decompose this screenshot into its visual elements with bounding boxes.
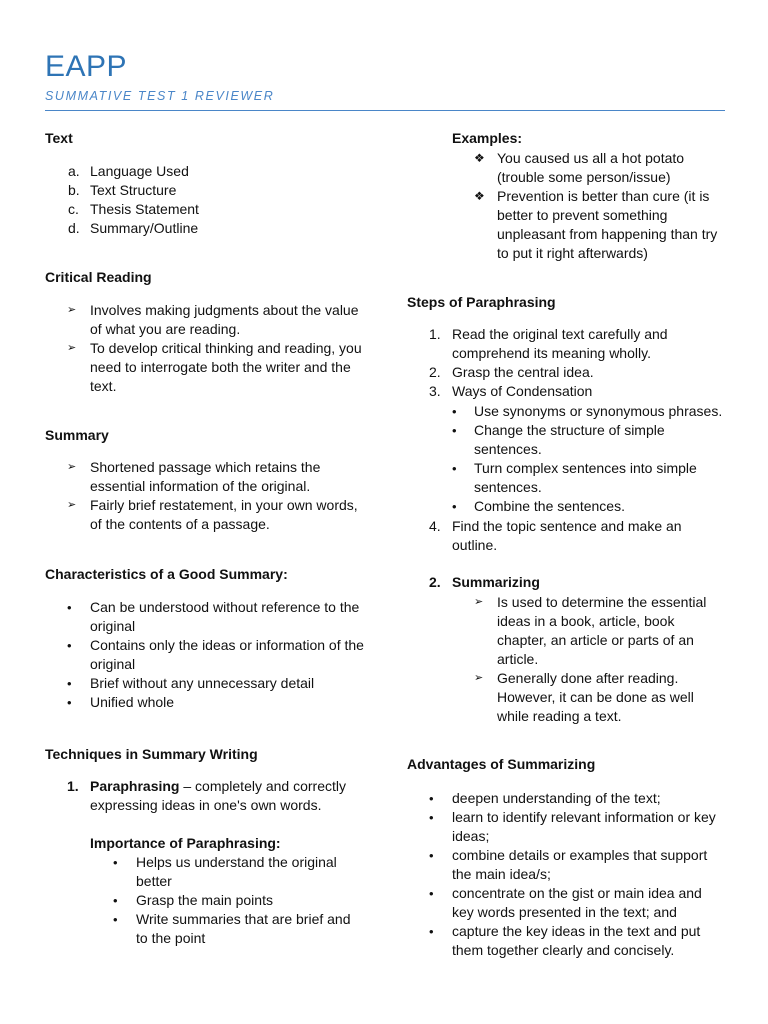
list-marker: c. xyxy=(68,201,79,217)
list-item xyxy=(452,402,742,421)
bullet-icon: • xyxy=(113,912,118,927)
list-item-line: original xyxy=(90,618,136,634)
list-item-text: Text Structure xyxy=(90,182,177,198)
bullet-icon: • xyxy=(429,848,434,863)
list-item-line: deepen understanding of the text; xyxy=(452,790,661,806)
bullet-icon: • xyxy=(452,423,457,438)
list-item-line: text. xyxy=(90,378,117,394)
techniques-item-paraphrasing xyxy=(45,777,375,815)
section-heading: Steps of Paraphrasing xyxy=(407,294,556,310)
list-item xyxy=(452,497,742,516)
list-item-line: better to prevent something xyxy=(497,207,668,223)
list-item-line: comprehend its meaning wholly. xyxy=(452,345,651,361)
bullet-icon: • xyxy=(452,499,457,514)
list-item-line: capture the key ideas in the text and put xyxy=(452,923,701,939)
list-item-line: Write summaries that are brief and xyxy=(136,911,351,927)
list-item-text: Thesis Statement xyxy=(90,201,199,217)
list-item xyxy=(407,363,737,382)
list-item xyxy=(45,496,375,534)
list-item-line: However, it can be done as well xyxy=(497,689,694,705)
list-marker: 2. xyxy=(429,364,441,380)
section-summary xyxy=(45,426,109,445)
list-item-line: Brief without any unnecessary detail xyxy=(90,675,315,691)
list-marker: 3. xyxy=(429,383,441,399)
list-item xyxy=(407,846,747,884)
paraphrasing-line-2: expressing ideas in one's own words. xyxy=(90,797,322,813)
list-item xyxy=(45,339,375,396)
section-text xyxy=(45,129,73,148)
list-item xyxy=(407,382,737,401)
condensation-list xyxy=(452,402,742,516)
section-heading: Summary xyxy=(45,427,109,443)
list-item xyxy=(45,200,365,219)
list-marker: 2. xyxy=(429,574,441,590)
list-item xyxy=(45,636,375,674)
list-item xyxy=(407,922,747,960)
list-item-line: Change the structure of simple xyxy=(474,422,665,438)
subsection-heading: Importance of Paraphrasing: xyxy=(90,835,281,851)
list-item-line: Prevention is better than cure (it is xyxy=(497,188,710,204)
characteristics-list xyxy=(45,598,375,712)
section-characteristics xyxy=(45,565,288,584)
list-item-line: Find the topic sentence and make an xyxy=(452,518,682,534)
bullet-icon: • xyxy=(429,886,434,901)
bullet-icon: • xyxy=(113,855,118,870)
steps-item-4 xyxy=(407,517,737,555)
section-heading: Critical Reading xyxy=(45,269,152,285)
list-item-line: Read the original text carefully and xyxy=(452,326,668,342)
section-heading: Advantages of Summarizing xyxy=(407,756,596,772)
arrow-bullet-icon: ➢ xyxy=(474,672,484,684)
list-item-line: chapter, an article or parts of an xyxy=(497,632,694,648)
list-marker: b. xyxy=(68,182,80,198)
bullet-icon: • xyxy=(429,924,434,939)
list-item-line: Can be understood without reference to the xyxy=(90,599,360,615)
bullet-icon: • xyxy=(452,461,457,476)
list-item-line: Grasp the main points xyxy=(136,892,273,908)
bullet-icon: • xyxy=(67,600,72,615)
list-item xyxy=(45,219,365,238)
paraphrasing-term: Paraphrasing xyxy=(90,778,180,794)
list-item-text: Summary/Outline xyxy=(90,220,199,236)
list-item-line: concentrate on the gist or main idea and xyxy=(452,885,702,901)
list-item xyxy=(407,808,747,846)
advantages-list xyxy=(407,789,747,960)
list-item xyxy=(452,669,742,726)
list-item-line: Shortened passage which retains the xyxy=(90,459,321,475)
page-title: EAPP xyxy=(45,50,128,83)
list-item xyxy=(90,853,370,891)
section-steps xyxy=(407,293,556,312)
examples-list xyxy=(452,149,742,263)
arrow-bullet-icon: ➢ xyxy=(67,304,77,316)
list-item xyxy=(45,301,375,339)
list-item xyxy=(452,149,742,187)
page-subtitle: SUMMATIVE TEST 1 REVIEWER xyxy=(45,89,275,103)
list-item xyxy=(45,181,365,200)
list-item-line: to put it right afterwards) xyxy=(497,245,648,261)
list-item xyxy=(45,162,365,181)
bullet-icon: • xyxy=(67,638,72,653)
list-item xyxy=(90,891,370,910)
list-marker: 4. xyxy=(429,518,441,534)
list-item-line: outline. xyxy=(452,537,498,553)
list-item-line: need to interrogate both the writer and the xyxy=(90,359,351,375)
list-item xyxy=(407,789,747,808)
list-item xyxy=(45,458,375,496)
list-item xyxy=(452,459,742,497)
list-item-line: sentences. xyxy=(474,441,542,457)
summarizing-list xyxy=(452,593,742,726)
list-item-line: article. xyxy=(497,651,539,667)
list-item-line: the main idea/s; xyxy=(452,866,551,882)
list-item xyxy=(452,187,742,263)
list-item-line: ideas in a book, article, book xyxy=(497,613,675,629)
list-item-line: learn to identify relevant information or key xyxy=(452,809,716,825)
list-item-line: To develop critical thinking and reading, you xyxy=(90,340,362,356)
paraphrasing-line xyxy=(90,777,375,796)
diamond-bullet-icon: ❖ xyxy=(474,151,485,165)
list-item-line: unpleasant from happening than try xyxy=(497,226,718,242)
examples-heading xyxy=(452,129,522,148)
list-item-line: of what you are reading. xyxy=(90,321,241,337)
diamond-bullet-icon: ❖ xyxy=(474,189,485,203)
list-item xyxy=(407,325,737,363)
arrow-bullet-icon: ➢ xyxy=(474,596,484,608)
list-item-line: of the contents of a passage. xyxy=(90,516,270,532)
list-item-line: Combine the sentences. xyxy=(474,498,625,514)
importance-list xyxy=(90,853,370,948)
bullet-icon: • xyxy=(429,791,434,806)
list-item xyxy=(452,421,742,459)
section-advantages xyxy=(407,755,595,774)
list-item-line: key words presented in the text; and xyxy=(452,904,677,920)
list-item-line: combine details or examples that support xyxy=(452,847,708,863)
list-item-line: (trouble some person/issue) xyxy=(497,169,671,185)
list-item xyxy=(407,884,747,922)
list-marker: d. xyxy=(68,220,80,236)
steps-list xyxy=(407,325,737,401)
list-item xyxy=(45,598,375,636)
summary-list xyxy=(45,458,375,534)
list-item-line: to the point xyxy=(136,930,206,946)
subsection-heading: Summarizing xyxy=(452,574,540,590)
list-item xyxy=(45,693,375,712)
list-item-line: essential information of the original. xyxy=(90,478,311,494)
importance-heading xyxy=(90,834,281,853)
arrow-bullet-icon: ➢ xyxy=(67,461,77,473)
bullet-icon: • xyxy=(429,810,434,825)
list-item-line: Involves making judgments about the value xyxy=(90,302,359,318)
list-item-line: You caused us all a hot potato xyxy=(497,150,685,166)
list-item-line: Fairly brief restatement, in your own words, xyxy=(90,497,358,513)
list-item-line: better xyxy=(136,873,172,889)
list-item-line: Ways of Condensation xyxy=(452,383,593,399)
section-critical-reading xyxy=(45,268,152,287)
list-marker: 1. xyxy=(429,326,441,342)
list-marker: a. xyxy=(68,163,80,179)
list-item-line: Contains only the ideas or information of the xyxy=(90,637,364,653)
section-heading: Techniques in Summary Writing xyxy=(45,746,258,762)
list-item-line: Helps us understand the original xyxy=(136,854,337,870)
list-item xyxy=(452,593,742,669)
summarizing-heading xyxy=(407,573,540,592)
bullet-icon: • xyxy=(113,893,118,908)
text-list xyxy=(45,162,365,238)
section-heading: Text xyxy=(45,130,73,146)
list-item-line: Turn complex sentences into simple xyxy=(474,460,697,476)
list-item-line: Unified whole xyxy=(90,694,175,710)
paraphrasing-definition: – completely and correctly xyxy=(179,778,347,794)
list-marker: 1. xyxy=(67,778,79,794)
list-item-line: Grasp the central idea. xyxy=(452,364,594,380)
list-item-line: Generally done after reading. xyxy=(497,670,679,686)
list-item-line: them together clearly and concisely. xyxy=(452,942,675,958)
list-item-line: Use synonyms or synonymous phrases. xyxy=(474,403,723,419)
list-item xyxy=(90,910,370,948)
list-item-line: while reading a text. xyxy=(497,708,622,724)
list-item-text: Language Used xyxy=(90,163,189,179)
arrow-bullet-icon: ➢ xyxy=(67,499,77,511)
list-item-line: sentences. xyxy=(474,479,542,495)
section-heading: Characteristics of a Good Summary: xyxy=(45,566,288,582)
bullet-icon: • xyxy=(452,404,457,419)
bullet-icon: • xyxy=(67,676,72,691)
section-techniques xyxy=(45,745,258,764)
critical-reading-list xyxy=(45,301,375,396)
subsection-heading: Examples: xyxy=(452,130,523,146)
list-item-line: original xyxy=(90,656,136,672)
list-item xyxy=(45,674,375,693)
bullet-icon: • xyxy=(67,695,72,710)
header-rule xyxy=(45,110,725,111)
arrow-bullet-icon: ➢ xyxy=(67,342,77,354)
list-item-line: ideas; xyxy=(452,828,490,844)
list-item-line: Is used to determine the essential xyxy=(497,594,707,610)
